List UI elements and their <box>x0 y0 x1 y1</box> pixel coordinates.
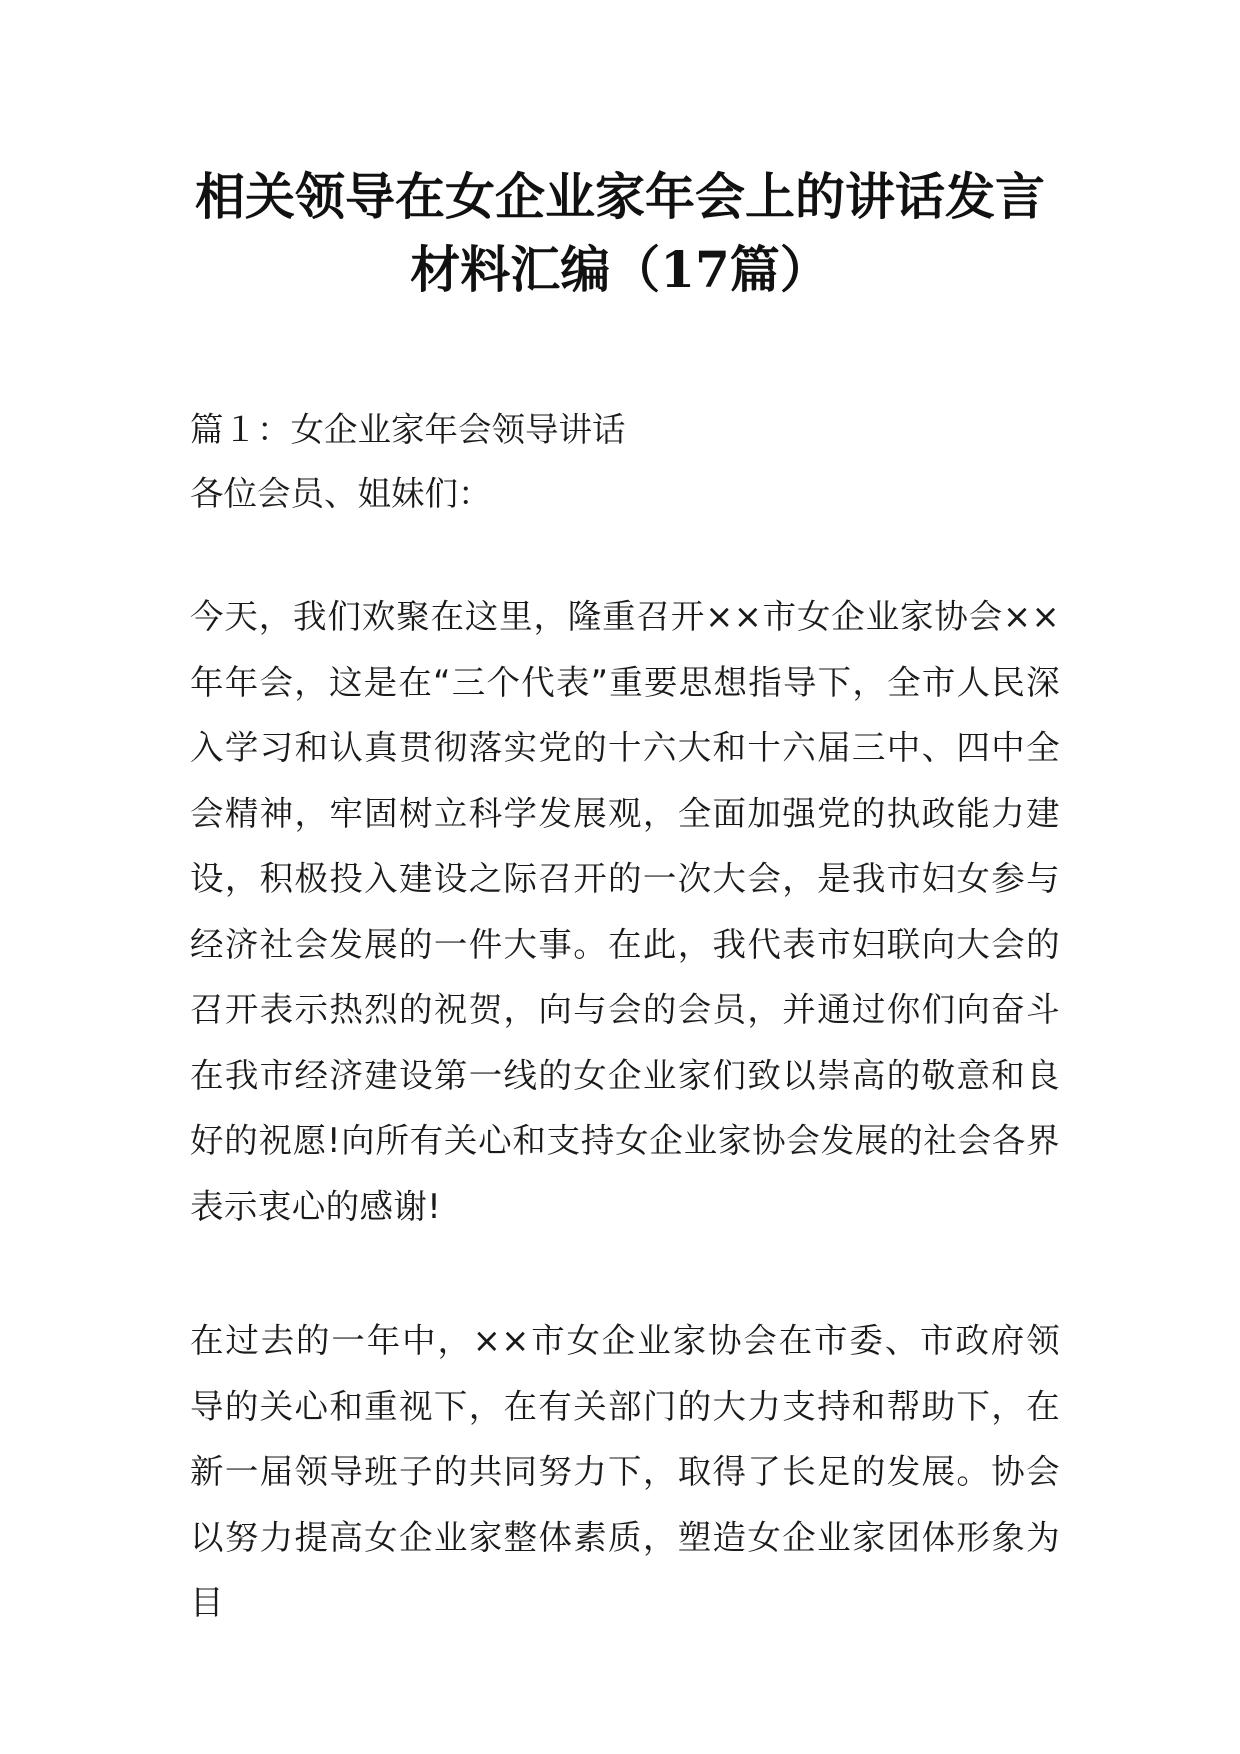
paragraph-1: 今天，我们欢聚在这里，隆重召开××市女企业家协会××年年会，这是在“三个代表”重要思想指导下，全市人民深入学习和认真贯彻落实党的十六大和十六届三中、四中全会精神，牢固树立科学发展观，全面加强党的执政能力建设，积极投入建设之际召开的一次大会，是我市妇女参与经济社会发展的一件大事。在此，我代表市妇联向大会的召开表示热烈的祝贺，向与会的会员，并通过你们向奋斗在我市经济建设第一线的女企业家们致以崇高的敬意和良好的祝愿!向所有关心和支持女企业家协会发展的社会各界表示衷心的感谢! <box>190 597 1060 1226</box>
salutation: 各位会员、姐妹们： <box>190 474 492 513</box>
paragraph-2: 在过去的一年中，××市女企业家协会在市委、市政府领导的关心和重视下，在有关部门的大力支持和帮助下，在新一届领导班子的共同努力下，取得了长足的发展。协会以努力提高女企业家整体素质，塑造女企业家团体形象为目 <box>190 1321 1060 1622</box>
section-heading: 篇１：女企业家年会领导讲话 <box>190 410 626 449</box>
title-line-1: 相关领导在女企业家年会上的讲话发言 <box>195 167 1045 226</box>
title-line-2: 材料汇编（17篇） <box>410 240 830 299</box>
document-title <box>150 160 1090 306</box>
